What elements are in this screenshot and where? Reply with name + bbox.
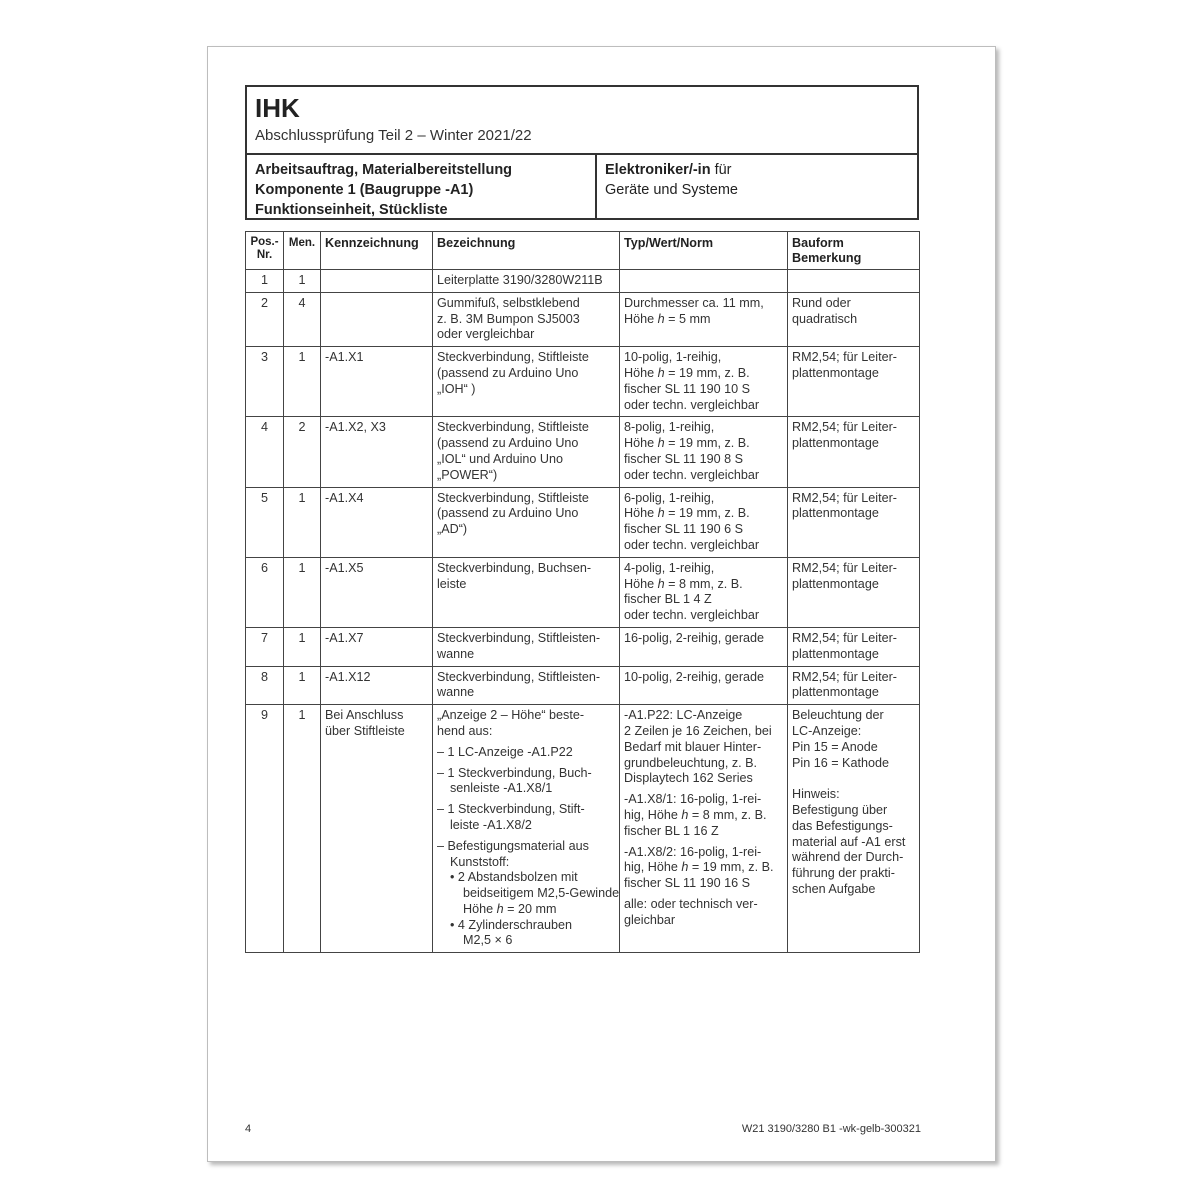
cell-typ bbox=[620, 705, 788, 953]
cell-men bbox=[284, 705, 321, 953]
cell-bez bbox=[433, 292, 620, 346]
cell-bau bbox=[788, 292, 920, 346]
cell-line: Hinweis: bbox=[792, 787, 840, 802]
cell-line: Bedarf mit blauer Hinter- bbox=[624, 739, 762, 754]
cell-line: 16-polig, 2-reihig, gerade bbox=[624, 630, 765, 645]
cell-line: M2,5 × 6 bbox=[463, 933, 513, 948]
cell-line: Rund oder bbox=[792, 295, 851, 310]
cell-line: plattenmontage bbox=[792, 685, 879, 700]
cell-line: 10-polig, 1-reihig, bbox=[624, 350, 722, 365]
cell-typ bbox=[620, 347, 788, 417]
org-title: IHK bbox=[255, 93, 300, 123]
cell-men bbox=[284, 557, 321, 627]
cell-line: 2 bbox=[298, 420, 306, 435]
cell-line: Pin 15 = Anode bbox=[792, 739, 878, 754]
cell-line: 10-polig, 2-reihig, gerade bbox=[624, 669, 765, 684]
cell-line: 1 bbox=[260, 273, 268, 287]
cell-line: leiste -A1.X8/2 bbox=[450, 817, 532, 832]
cell-line: Befestigung über bbox=[792, 802, 888, 817]
cell-bez bbox=[433, 627, 620, 666]
cell-men bbox=[284, 666, 321, 705]
header-kennzeichnung bbox=[321, 232, 433, 270]
cell-line: gleichbar bbox=[624, 912, 676, 927]
cell-line: RM2,54; für Leiter- bbox=[792, 350, 897, 365]
cell-line: Höhe h = 19 mm, z. B. bbox=[624, 506, 750, 521]
cell-line: über Stiftleiste bbox=[325, 723, 405, 738]
cell-kenn bbox=[321, 417, 433, 487]
header-divider bbox=[595, 153, 597, 218]
cell-line: 1 bbox=[298, 708, 306, 723]
cell-line: -A1.X1 bbox=[325, 350, 364, 365]
header-pos bbox=[246, 232, 284, 270]
cell-line: -A1.P22: LC-Anzeige bbox=[624, 708, 743, 723]
cell-line: plattenmontage bbox=[792, 646, 879, 661]
cell-line: RM2,54; für Leiter- bbox=[792, 630, 897, 645]
cell-line: Beleuchtung der bbox=[792, 708, 884, 723]
cell-line: schen Aufgabe bbox=[792, 881, 876, 896]
cell-pos bbox=[246, 627, 284, 666]
header-line: Pos.- bbox=[250, 236, 279, 248]
cell-line: -A1.X2, X3 bbox=[325, 420, 386, 435]
cell-line: -A1.X5 bbox=[325, 560, 364, 575]
table-row bbox=[246, 487, 920, 557]
cell-line: Gummifuß, selbstklebend bbox=[437, 295, 580, 310]
cell-line: RM2,54; für Leiter- bbox=[792, 560, 897, 575]
cell-line: -A1.X4 bbox=[325, 490, 364, 505]
cell-line: plattenmontage bbox=[792, 506, 879, 521]
cell-line: – 1 Steckverbindung, Buch- bbox=[437, 765, 592, 780]
header-bauform bbox=[788, 232, 920, 270]
table-row bbox=[246, 666, 920, 705]
cell-bau bbox=[788, 666, 920, 705]
cell-line: RM2,54; für Leiter- bbox=[792, 420, 897, 435]
cell-pos bbox=[246, 705, 284, 953]
cell-line: 4 bbox=[298, 295, 306, 310]
cell-line: • 2 Abstandsbolzen mit bbox=[450, 870, 578, 885]
cell-line: Bei Anschluss bbox=[325, 708, 404, 723]
cell-pos bbox=[246, 292, 284, 346]
header-line: Men. bbox=[288, 237, 316, 249]
assignment-line: Komponente 1 (Baugruppe -A1) bbox=[255, 182, 474, 198]
cell-line: fischer BL 1 16 Z bbox=[624, 823, 719, 838]
cell-line: oder techn. vergleichbar bbox=[624, 397, 760, 412]
cell-line: 3 bbox=[260, 350, 268, 365]
table-body bbox=[246, 270, 920, 953]
cell-line: 8-polig, 1-reihig, bbox=[624, 420, 715, 435]
cell-kenn bbox=[321, 627, 433, 666]
cell-line: Kunststoff: bbox=[450, 854, 510, 869]
cell-line: grundbeleuchtung, z. B. bbox=[624, 755, 758, 770]
cell-kenn bbox=[321, 487, 433, 557]
cell-line: fischer BL 1 4 Z bbox=[624, 592, 712, 607]
cell-kenn bbox=[321, 557, 433, 627]
cell-men bbox=[284, 487, 321, 557]
cell-pos bbox=[246, 347, 284, 417]
cell-line: RM2,54; für Leiter- bbox=[792, 669, 897, 684]
cell-line: wanne bbox=[437, 685, 475, 700]
cell-bau bbox=[788, 417, 920, 487]
profession-name: Elektroniker/-in bbox=[605, 162, 711, 178]
cell-line: während der Durch- bbox=[792, 850, 904, 865]
cell-line: 1 bbox=[298, 560, 306, 575]
cell-line: Durchmesser ca. 11 mm, bbox=[624, 295, 764, 310]
header-men bbox=[284, 232, 321, 270]
cell-line: führung der prakti- bbox=[792, 866, 895, 881]
cell-line: hend aus: bbox=[437, 723, 493, 738]
cell-typ bbox=[620, 627, 788, 666]
cell-line: 4-polig, 1-reihig, bbox=[624, 560, 715, 575]
table-row bbox=[246, 347, 920, 417]
cell-line: fischer SL 11 190 10 S bbox=[624, 381, 751, 396]
cell-line: 2 bbox=[260, 295, 268, 310]
cell-line: wanne bbox=[437, 646, 475, 661]
cell-line: „IOL“ und Arduino Uno bbox=[437, 451, 564, 466]
cell-kenn bbox=[321, 705, 433, 953]
header-typ bbox=[620, 232, 788, 270]
cell-line: -A1.X8/1: 16-polig, 1-rei- bbox=[624, 792, 762, 807]
cell-line: „Anzeige 2 – Höhe“ beste- bbox=[437, 708, 585, 723]
assignment-line: Funktionseinheit, Stückliste bbox=[255, 202, 448, 218]
cell-pos bbox=[246, 487, 284, 557]
table-row bbox=[246, 417, 920, 487]
cell-line: 1 bbox=[298, 669, 306, 684]
cell-line: hig, Höhe h = 19 mm, z. B. bbox=[624, 860, 774, 875]
cell-line: Höhe h = 19 mm, z. B. bbox=[624, 365, 750, 380]
assignment-title bbox=[255, 160, 595, 220]
profession-title bbox=[605, 160, 738, 200]
cell-bau bbox=[788, 557, 920, 627]
cell-line: oder techn. vergleichbar bbox=[624, 467, 760, 482]
cell-typ bbox=[620, 487, 788, 557]
profession-field: Geräte und Systeme bbox=[605, 182, 738, 198]
table-row bbox=[246, 705, 920, 953]
cell-men bbox=[284, 292, 321, 346]
cell-line: Leiterplatte 3190/3280W211B bbox=[437, 273, 603, 287]
cell-line: quadratisch bbox=[792, 311, 858, 326]
cell-kenn bbox=[321, 270, 433, 293]
cell-line: Displaytech 162 Series bbox=[624, 771, 753, 786]
cell-line: -A1.X12 bbox=[325, 669, 371, 684]
exam-header-box bbox=[245, 85, 919, 220]
cell-line: leiste bbox=[437, 576, 467, 591]
header-bezeichnung bbox=[433, 232, 620, 270]
exam-title: Abschlussprüfung Teil 2 – Winter 2021/22 bbox=[255, 127, 532, 144]
cell-line: 1 bbox=[298, 490, 306, 505]
cell-line: Steckverbindung, Stiftleiste bbox=[437, 490, 589, 505]
cell-line: 1 bbox=[298, 273, 306, 287]
parts-list-table bbox=[245, 231, 920, 953]
cell-line: 1 bbox=[298, 630, 306, 645]
cell-line: • 4 Zylinderschrauben bbox=[450, 917, 573, 932]
cell-bau bbox=[788, 487, 920, 557]
cell-line: alle: oder technisch ver- bbox=[624, 896, 758, 911]
cell-line: Pin 16 = Kathode bbox=[792, 755, 889, 770]
cell-line: Steckverbindung, Stiftleiste bbox=[437, 350, 589, 365]
cell-pos bbox=[246, 557, 284, 627]
cell-bez bbox=[433, 705, 620, 953]
cell-line: 4 bbox=[260, 420, 268, 435]
table-row bbox=[246, 292, 920, 346]
cell-line: plattenmontage bbox=[792, 365, 879, 380]
cell-line: Steckverbindung, Stiftleiste bbox=[437, 420, 589, 435]
cell-line: Steckverbindung, Stiftleisten- bbox=[437, 669, 601, 684]
cell-line: -A1.X7 bbox=[325, 630, 364, 645]
cell-kenn bbox=[321, 666, 433, 705]
cell-bez bbox=[433, 666, 620, 705]
cell-line: – 1 Steckverbindung, Stift- bbox=[437, 802, 585, 817]
cell-line: (passend zu Arduino Uno bbox=[437, 365, 579, 380]
cell-line: oder techn. vergleichbar bbox=[624, 537, 760, 552]
cell-line: fischer SL 11 190 6 S bbox=[624, 522, 744, 537]
cell-typ bbox=[620, 417, 788, 487]
cell-pos bbox=[246, 270, 284, 293]
cell-line: Steckverbindung, Buchsen- bbox=[437, 560, 592, 575]
cell-men bbox=[284, 417, 321, 487]
cell-bau bbox=[788, 705, 920, 953]
cell-line: „POWER“) bbox=[437, 467, 498, 482]
header-line: Bezeichnung bbox=[437, 236, 516, 250]
cell-men bbox=[284, 627, 321, 666]
cell-men bbox=[284, 347, 321, 417]
cell-line: LC-Anzeige: bbox=[792, 723, 862, 738]
cell-bau bbox=[788, 347, 920, 417]
assignment-line: Arbeitsauftrag, Materialbereitstellung bbox=[255, 162, 513, 178]
cell-line: material auf -A1 erst bbox=[792, 834, 906, 849]
cell-men bbox=[284, 270, 321, 293]
cell-line: (passend zu Arduino Uno bbox=[437, 506, 579, 521]
cell-line: 6 bbox=[260, 560, 268, 575]
cell-line: Höhe h = 5 mm bbox=[624, 311, 711, 326]
cell-typ bbox=[620, 270, 788, 293]
document-page bbox=[207, 46, 996, 1162]
cell-line: z. B. 3M Bumpon SJ5003 bbox=[437, 311, 580, 326]
table-row bbox=[246, 557, 920, 627]
cell-line: – Befestigungsmaterial aus bbox=[437, 838, 589, 853]
cell-line: plattenmontage bbox=[792, 436, 879, 451]
header-line: Kennzeichnung bbox=[325, 236, 419, 250]
cell-line: 7 bbox=[260, 630, 268, 645]
header-line: Typ/Wert/Norm bbox=[624, 236, 714, 250]
cell-line: oder vergleichbar bbox=[437, 327, 535, 342]
cell-typ bbox=[620, 292, 788, 346]
header-line: Bemerkung bbox=[792, 251, 862, 265]
cell-line: senleiste -A1.X8/1 bbox=[450, 781, 553, 796]
header-line: Bauform bbox=[792, 236, 844, 250]
cell-pos bbox=[246, 417, 284, 487]
cell-line: das Befestigungs- bbox=[792, 818, 893, 833]
cell-line: 1 bbox=[298, 350, 306, 365]
cell-line: hig, Höhe h = 8 mm, z. B. bbox=[624, 807, 767, 822]
cell-line: Höhe h = 19 mm, z. B. bbox=[624, 436, 750, 451]
cell-line: -A1.X8/2: 16-polig, 1-rei- bbox=[624, 844, 762, 859]
cell-line: – 1 LC-Anzeige -A1.P22 bbox=[437, 744, 573, 759]
cell-bez bbox=[433, 347, 620, 417]
cell-line: fischer SL 11 190 16 S bbox=[624, 876, 751, 891]
cell-line: fischer SL 11 190 8 S bbox=[624, 451, 744, 466]
table-row bbox=[246, 627, 920, 666]
cell-line: „IOH“ ) bbox=[437, 381, 476, 396]
page-number: 4 bbox=[245, 1123, 252, 1135]
cell-line: Höhe h = 8 mm, z. B. bbox=[624, 576, 743, 591]
cell-line: 9 bbox=[260, 708, 268, 723]
cell-line: beidseitigem M2,5-Gewinde bbox=[463, 886, 620, 901]
table-row bbox=[246, 270, 920, 293]
cell-typ bbox=[620, 666, 788, 705]
cell-bau bbox=[788, 270, 920, 293]
table-header-row bbox=[246, 232, 920, 270]
cell-line: 6-polig, 1-reihig, bbox=[624, 490, 715, 505]
cell-line: 5 bbox=[260, 490, 268, 505]
cell-line: oder techn. vergleichbar bbox=[624, 608, 760, 623]
cell-bez bbox=[433, 270, 620, 293]
cell-line: (passend zu Arduino Uno bbox=[437, 436, 579, 451]
cell-line: Steckverbindung, Stiftleisten- bbox=[437, 630, 601, 645]
header-title-section bbox=[247, 87, 917, 155]
cell-bau bbox=[788, 627, 920, 666]
cell-bez bbox=[433, 557, 620, 627]
cell-bez bbox=[433, 417, 620, 487]
cell-bez bbox=[433, 487, 620, 557]
cell-line: „AD“) bbox=[437, 522, 468, 537]
cell-kenn bbox=[321, 292, 433, 346]
profession-suffix: für bbox=[710, 162, 732, 178]
cell-line: Höhe h = 20 mm bbox=[463, 901, 557, 916]
cell-line: 2 Zeilen je 16 Zeichen, bei bbox=[624, 723, 772, 738]
document-code: W21 3190/3280 B1 -wk-gelb-300321 bbox=[741, 1123, 921, 1135]
cell-line: 8 bbox=[260, 669, 268, 684]
cell-line: RM2,54; für Leiter- bbox=[792, 490, 897, 505]
cell-typ bbox=[620, 557, 788, 627]
cell-kenn bbox=[321, 347, 433, 417]
cell-line: plattenmontage bbox=[792, 576, 879, 591]
cell-pos bbox=[246, 666, 284, 705]
header-line: Nr. bbox=[256, 249, 273, 261]
